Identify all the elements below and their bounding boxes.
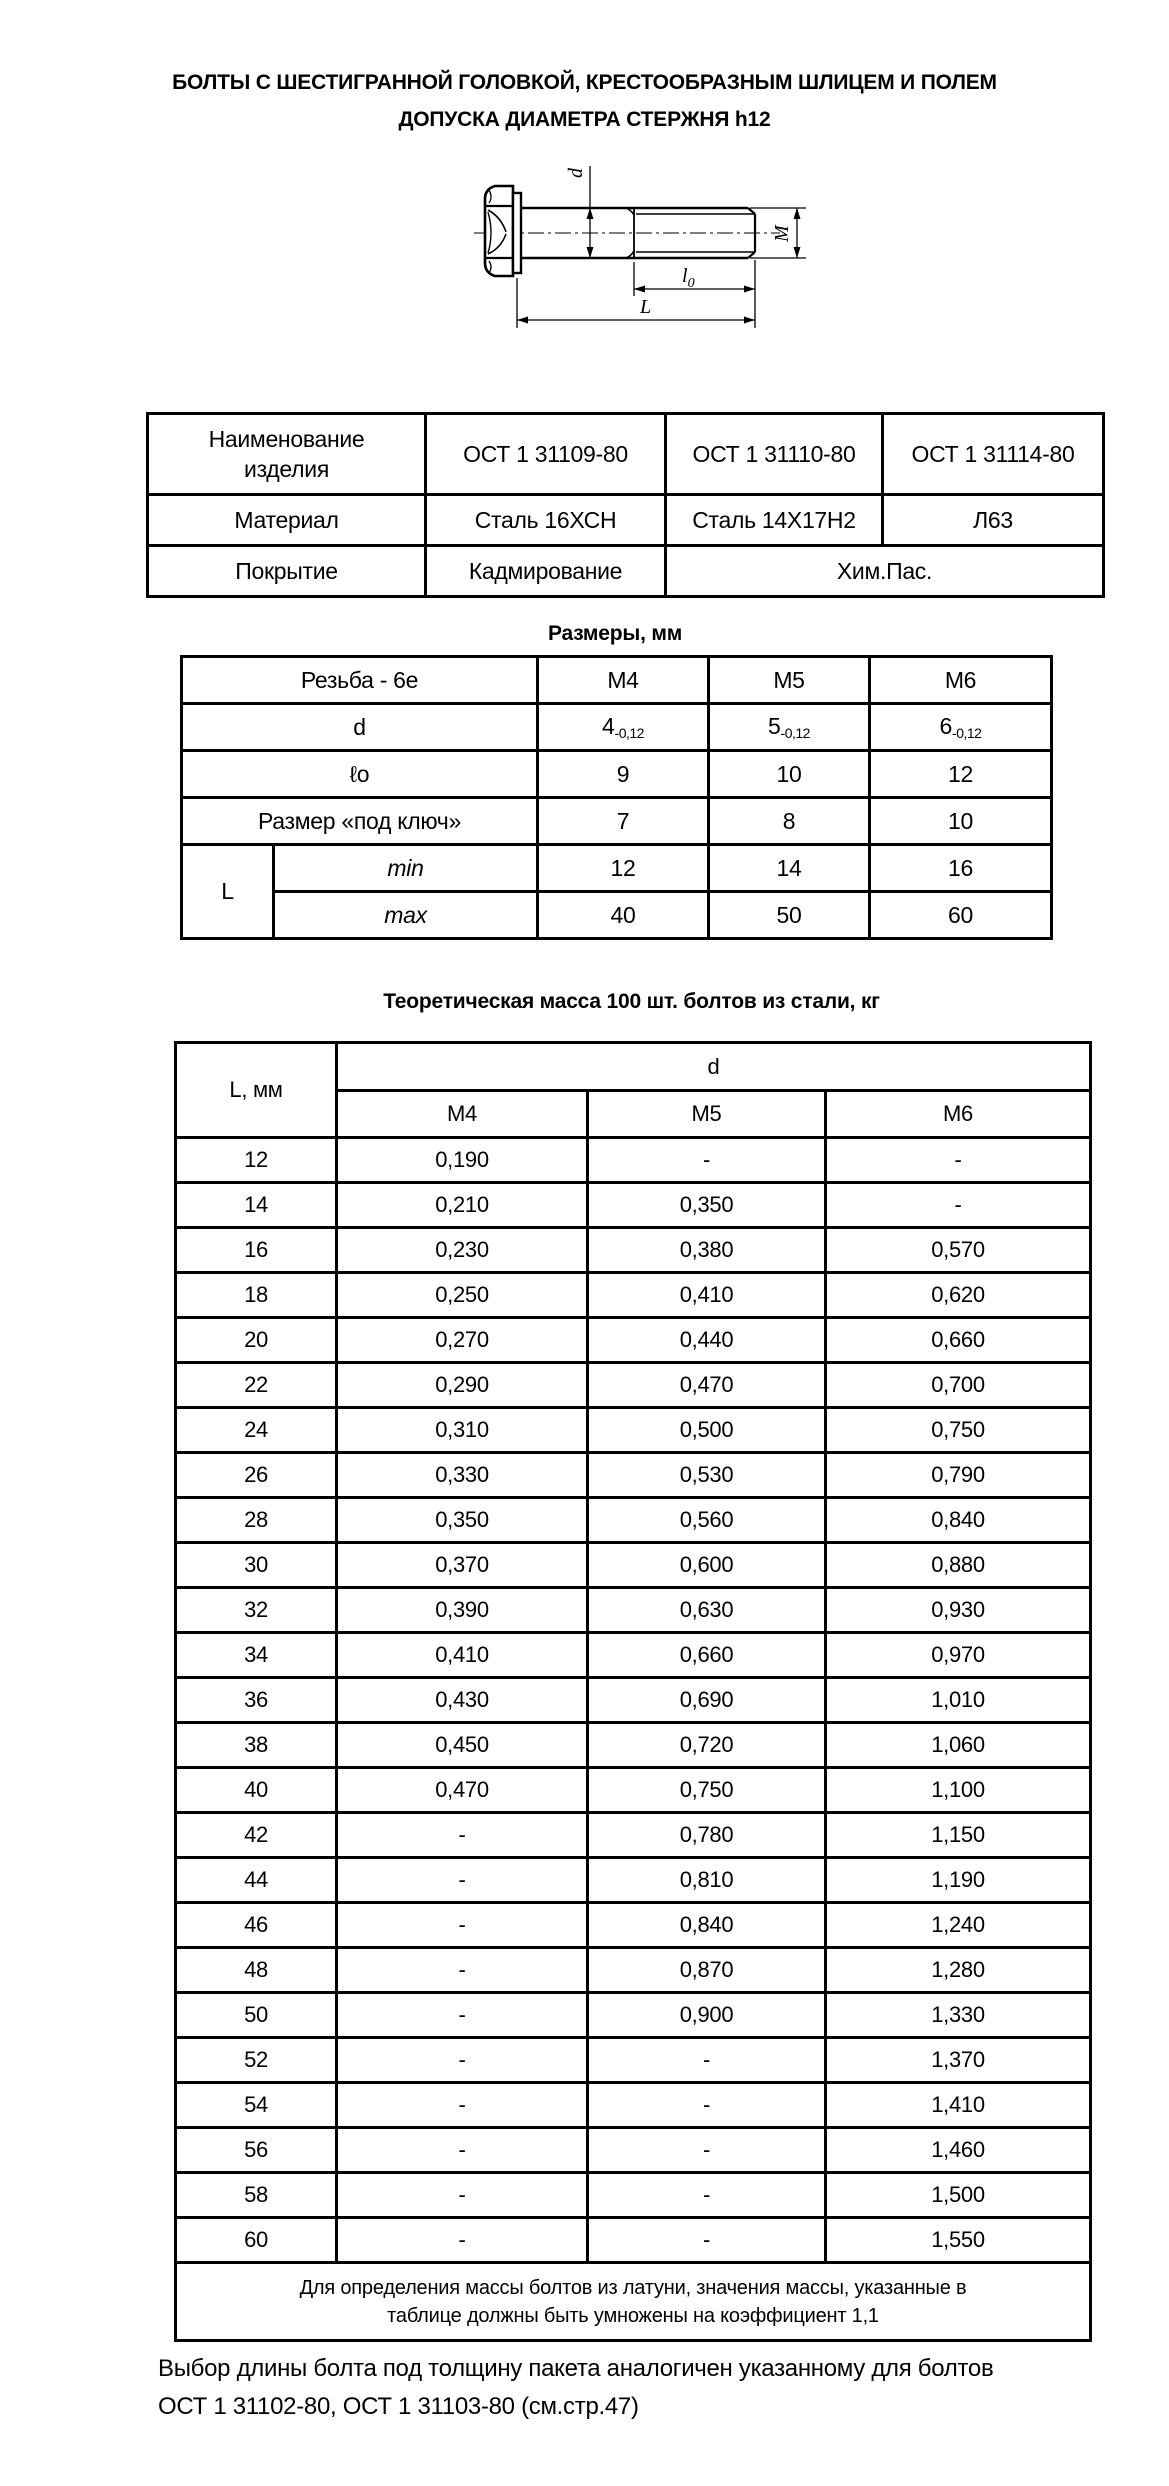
mass-table-row (176, 1993, 1091, 2038)
dimension-L (517, 278, 755, 328)
mass-header-row-1 (176, 1043, 1091, 1091)
diameter-m6-cell: $6_{-0,12}$ (870, 704, 1052, 751)
mass-length-cell: 52 (176, 2038, 337, 2083)
mass-table-row (176, 2083, 1091, 2128)
mass-m4-cell: - (337, 2128, 588, 2173)
mass-length-cell: 44 (176, 1858, 337, 1903)
lo-m6-cell: 12 (870, 751, 1052, 798)
mass-m5-cell: 0,440 (588, 1318, 826, 1363)
material-value-3: Л63 (883, 495, 1104, 546)
thread-m5-header: М5 (709, 657, 870, 704)
mass-diameter-header: d (337, 1043, 1091, 1091)
info-row-coating (148, 546, 1104, 597)
mass-m4-header: М4 (337, 1091, 588, 1138)
mass-length-cell: 14 (176, 1183, 337, 1228)
mass-table-row (176, 1273, 1091, 1318)
mass-table-row (176, 1723, 1091, 1768)
wrench-size-row (182, 798, 1052, 845)
mass-length-cell: 26 (176, 1453, 337, 1498)
mass-m4-cell: 0,230 (337, 1228, 588, 1273)
mass-m5-cell: 0,600 (588, 1543, 826, 1588)
mass-m4-cell: - (337, 2218, 588, 2263)
mass-m6-cell: 0,880 (826, 1543, 1091, 1588)
M-label: M (771, 225, 793, 242)
mass-length-cell: 24 (176, 1408, 337, 1453)
standard-ost-31114: ОСТ 1 31114-80 (883, 414, 1104, 495)
name-label-cell: Наименование изделия (148, 414, 426, 495)
mass-length-cell: 36 (176, 1678, 337, 1723)
page-title (0, 64, 1169, 138)
lo-m4-cell: 9 (538, 751, 709, 798)
mass-m5-cell: 0,810 (588, 1858, 826, 1903)
mass-m5-cell: - (588, 2038, 826, 2083)
min-m4-cell: 12 (538, 845, 709, 892)
mass-m5-cell: 0,630 (588, 1588, 826, 1633)
mass-m6-cell: 0,570 (826, 1228, 1091, 1273)
mass-table-row (176, 1588, 1091, 1633)
wrench-m5-cell: 8 (709, 798, 870, 845)
mass-m4-cell: 0,350 (337, 1498, 588, 1543)
mass-m4-cell: 0,450 (337, 1723, 588, 1768)
length-min-row (182, 845, 1052, 892)
mass-m6-cell: 0,790 (826, 1453, 1091, 1498)
mass-m5-cell: - (588, 2128, 826, 2173)
mass-m6-cell: 1,150 (826, 1813, 1091, 1858)
mass-table-row (176, 1228, 1091, 1273)
thread-length-label-cell: ℓо (182, 751, 538, 798)
mass-m6-cell: 1,280 (826, 1948, 1091, 1993)
info-table (146, 412, 1105, 598)
footer-line1: Выбор длины болта под толщину пакета аналогичен указанному для болтов (158, 2355, 994, 2382)
mass-m5-cell: 0,780 (588, 1813, 826, 1858)
mass-m4-cell: - (337, 2083, 588, 2128)
mass-m4-cell: 0,290 (337, 1363, 588, 1408)
mass-table-row (176, 1183, 1091, 1228)
mass-table-row (176, 1768, 1091, 1813)
max-m5-cell: 50 (709, 892, 870, 939)
material-value-2: Сталь 14Х17Н2 (666, 495, 883, 546)
mass-length-cell: 46 (176, 1903, 337, 1948)
mass-length-cell: 42 (176, 1813, 337, 1858)
bolt-drawing (450, 148, 830, 348)
mass-table-row (176, 1498, 1091, 1543)
mass-length-cell: 38 (176, 1723, 337, 1768)
wrench-m4-cell: 7 (538, 798, 709, 845)
mass-m6-cell: 1,500 (826, 2173, 1091, 2218)
mass-m6-cell: 1,010 (826, 1678, 1091, 1723)
diameter-m4-cell: $4_{-0,12}$ (538, 704, 709, 751)
mass-m5-cell: 0,720 (588, 1723, 826, 1768)
mass-m4-cell: 0,470 (337, 1768, 588, 1813)
d-label: d (565, 168, 587, 178)
thread-m4-header: М4 (538, 657, 709, 704)
mass-length-cell: 22 (176, 1363, 337, 1408)
mass-m6-cell: 1,100 (826, 1768, 1091, 1813)
mass-m5-cell: 0,750 (588, 1768, 826, 1813)
thread-m6-header: М6 (870, 657, 1052, 704)
mass-m4-cell: 0,390 (337, 1588, 588, 1633)
mass-m4-cell: 0,250 (337, 1273, 588, 1318)
dimension-lo (634, 260, 755, 328)
standard-ost-31110: ОСТ 1 31110-80 (666, 414, 883, 495)
mass-m6-cell: 0,620 (826, 1273, 1091, 1318)
mass-length-cell: 20 (176, 1318, 337, 1363)
mass-m5-cell: - (588, 2173, 826, 2218)
mass-table-row (176, 1408, 1091, 1453)
mass-m5-cell: 0,660 (588, 1633, 826, 1678)
mass-m5-cell: 0,900 (588, 1993, 826, 2038)
mass-m6-cell: - (826, 1183, 1091, 1228)
mass-length-cell: 40 (176, 1768, 337, 1813)
mass-table-row (176, 1543, 1091, 1588)
length-max-row (182, 892, 1052, 939)
mass-m4-cell: - (337, 1858, 588, 1903)
thread-length-row (182, 751, 1052, 798)
mass-m6-cell: 1,550 (826, 2218, 1091, 2263)
mass-m4-cell: 0,430 (337, 1678, 588, 1723)
min-m5-cell: 14 (709, 845, 870, 892)
mass-m4-cell: 0,410 (337, 1633, 588, 1678)
max-label-cell: max (274, 892, 538, 939)
L-label: L (640, 296, 652, 318)
mass-m6-cell: 0,930 (826, 1588, 1091, 1633)
mass-m5-cell: - (588, 1138, 826, 1183)
mass-table (174, 1041, 1092, 2342)
wrench-label-cell: Размер «под ключ» (182, 798, 538, 845)
mass-table-row (176, 1903, 1091, 1948)
mass-m5-cell: 0,690 (588, 1678, 826, 1723)
mass-table-row (176, 1678, 1091, 1723)
diameter-row (182, 704, 1052, 751)
length-label-cell: L (182, 845, 274, 939)
info-row-material (148, 495, 1104, 546)
min-m6-cell: 16 (870, 845, 1052, 892)
mass-m4-cell: - (337, 1948, 588, 1993)
mass-length-cell: 50 (176, 1993, 337, 2038)
mass-m4-cell: 0,370 (337, 1543, 588, 1588)
mass-length-cell: 58 (176, 2173, 337, 2218)
material-value-1: Сталь 16ХСН (426, 495, 666, 546)
mass-m4-cell: 0,270 (337, 1318, 588, 1363)
mass-m6-cell: - (826, 1138, 1091, 1183)
dimensions-table (180, 655, 1053, 940)
mass-m4-cell: - (337, 2173, 588, 2218)
mass-length-cell: 18 (176, 1273, 337, 1318)
wrench-m6-cell: 10 (870, 798, 1052, 845)
mass-table-row (176, 2128, 1091, 2173)
thread-header-row (182, 657, 1052, 704)
mass-m4-cell: - (337, 2038, 588, 2083)
footer-line2: ОСТ 1 31102-80, ОСТ 1 31103-80 (см.стр.47) (158, 2393, 639, 2420)
svg-text:l0 (682, 265, 695, 291)
mass-length-cell: 30 (176, 1543, 337, 1588)
mass-m4-cell: 0,210 (337, 1183, 588, 1228)
mass-m5-cell: 0,380 (588, 1228, 826, 1273)
mass-length-cell: 28 (176, 1498, 337, 1543)
mass-m4-cell: 0,310 (337, 1408, 588, 1453)
mass-table-row (176, 1948, 1091, 1993)
mass-length-cell: 56 (176, 2128, 337, 2173)
mass-m6-header: М6 (826, 1091, 1091, 1138)
coating-value-1: Кадмирование (426, 546, 666, 597)
mass-m6-cell: 1,240 (826, 1903, 1091, 1948)
mass-table-row (176, 1813, 1091, 1858)
mass-m6-cell: 0,750 (826, 1408, 1091, 1453)
brass-note: Для определения массы болтов из латуни, значения массы, указанные в таблице должны быть умножены на коэффициент 1,1 (176, 2263, 1091, 2341)
dimension-d (565, 166, 594, 258)
min-label-cell: min (274, 845, 538, 892)
dimensions-caption: Размеры, мм (547, 622, 683, 645)
mass-note-row (176, 2263, 1091, 2341)
mass-m4-cell: - (337, 1903, 588, 1948)
mass-m5-cell: 0,500 (588, 1408, 826, 1453)
hex-head (485, 186, 521, 276)
page-title-line1: БОЛТЫ С ШЕСТИГРАННОЙ ГОЛОВКОЙ, КРЕСТООБРАЗНЫМ ШЛИЦЕМ И ПОЛЕМ (172, 71, 997, 94)
mass-m4-cell: 0,190 (337, 1138, 588, 1183)
lo-label-sub: 0 (687, 276, 695, 291)
thread-label-cell: Резьба - 6е (182, 657, 538, 704)
mass-m5-cell: 0,530 (588, 1453, 826, 1498)
mass-m6-cell: 1,460 (826, 2128, 1091, 2173)
lo-label: l (682, 265, 688, 287)
mass-m5-cell: 0,350 (588, 1183, 826, 1228)
mass-m6-cell: 0,970 (826, 1633, 1091, 1678)
material-label-cell: Материал (148, 495, 426, 546)
mass-table-row (176, 1633, 1091, 1678)
mass-m5-cell: - (588, 2218, 826, 2263)
mass-table-row (176, 1858, 1091, 1903)
diameter-m5-cell: $5_{-0,12}$ (709, 704, 870, 751)
mass-m6-cell: 1,370 (826, 2038, 1091, 2083)
mass-length-header: L, мм (176, 1043, 337, 1138)
footer-note (158, 2350, 1118, 2426)
mass-m6-cell: 1,190 (826, 1858, 1091, 1903)
mass-m5-cell: 0,470 (588, 1363, 826, 1408)
mass-table-row (176, 2173, 1091, 2218)
mass-m6-cell: 1,410 (826, 2083, 1091, 2128)
mass-m5-cell: 0,560 (588, 1498, 826, 1543)
standard-ost-31109: ОСТ 1 31109-80 (426, 414, 666, 495)
mass-m6-cell: 1,330 (826, 1993, 1091, 2038)
max-m4-cell: 40 (538, 892, 709, 939)
mass-m5-cell: 0,840 (588, 1903, 826, 1948)
diameter-label-cell: d (182, 704, 538, 751)
mass-length-cell: 12 (176, 1138, 337, 1183)
info-row-name (148, 414, 1104, 495)
mass-table-row (176, 2218, 1091, 2263)
page-title-line2: ДОПУСКА ДИАМЕТРА СТЕРЖНЯ h12 (398, 108, 771, 131)
mass-table-row (176, 1318, 1091, 1363)
mass-table-row (176, 2038, 1091, 2083)
mass-m4-cell: - (337, 1993, 588, 2038)
mass-caption: Теоретическая масса 100 шт. болтов из стали, кг (383, 990, 880, 1013)
washer-face (513, 193, 521, 273)
mass-m5-cell: 0,410 (588, 1273, 826, 1318)
mass-m6-cell: 1,060 (826, 1723, 1091, 1768)
max-m6-cell: 60 (870, 892, 1052, 939)
mass-length-cell: 32 (176, 1588, 337, 1633)
coating-value-2: Хим.Пас. (666, 546, 1104, 597)
mass-table-row (176, 1363, 1091, 1408)
mass-length-cell: 16 (176, 1228, 337, 1273)
mass-length-cell: 60 (176, 2218, 337, 2263)
mass-table-row (176, 1138, 1091, 1183)
mass-m5-cell: 0,870 (588, 1948, 826, 1993)
mass-table-row (176, 1453, 1091, 1498)
mass-m6-cell: 0,660 (826, 1318, 1091, 1363)
mass-m4-cell: - (337, 1813, 588, 1858)
lo-m5-cell: 10 (709, 751, 870, 798)
mass-length-cell: 34 (176, 1633, 337, 1678)
mass-m4-cell: 0,330 (337, 1453, 588, 1498)
mass-m6-cell: 0,840 (826, 1498, 1091, 1543)
mass-length-cell: 54 (176, 2083, 337, 2128)
mass-m5-cell: - (588, 2083, 826, 2128)
mass-m6-cell: 0,700 (826, 1363, 1091, 1408)
mass-m5-header: М5 (588, 1091, 826, 1138)
coating-label-cell: Покрытие (148, 546, 426, 597)
mass-length-cell: 48 (176, 1948, 337, 1993)
